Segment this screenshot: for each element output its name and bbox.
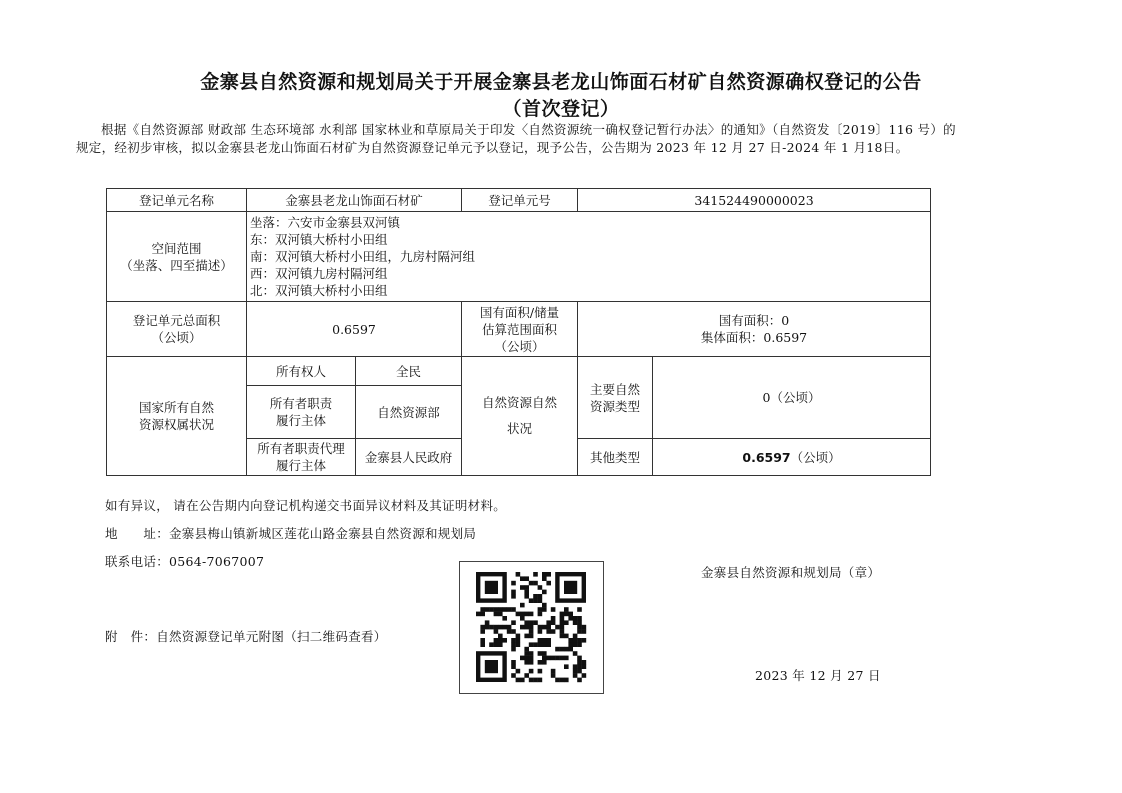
total-area-label-line1: 登记单元总面积	[132, 313, 221, 328]
registration-table	[106, 188, 931, 476]
unit-name-value: 金寨县老龙山饰面石材矿	[247, 189, 462, 212]
main-type-label-line1: 主要自然	[590, 381, 641, 397]
main-type-label-line2: 资源类型	[590, 398, 641, 414]
agent-label	[247, 439, 356, 476]
qr-code-icon	[460, 562, 603, 693]
agent-label-line2: 履行主体	[275, 458, 326, 473]
ownership-label-line2: 资源权属状况	[138, 417, 214, 432]
scope-line: 西：双河镇九房村隔河组	[250, 266, 388, 281]
attachment-line: 附 件：自然资源登记单元附图（扫二维码查看）	[105, 629, 387, 644]
scope-label-line1: 空间范围	[151, 240, 202, 256]
scope-line: 东：双河镇大桥村小田组	[250, 232, 388, 247]
state-area-label-line1: 国有面积/储量	[479, 304, 560, 320]
scope-line: 北：双河镇大桥村小田组	[250, 283, 388, 298]
area-values	[578, 302, 931, 357]
other-type-number: 0.6597	[742, 449, 791, 465]
nature-label	[462, 357, 578, 476]
unit-name-label: 登记单元名称	[107, 189, 247, 212]
agent-value: 金寨县人民政府	[356, 439, 462, 476]
collective-area-value: 集体面积：0.6597	[700, 330, 808, 345]
address-line: 地 址：金寨县梅山镇新城区莲花山路金寨县自然资源和规划局	[105, 526, 477, 541]
objection-note: 如有异议， 请在公告期内向登记机构递交书面异议材料及其证明材料。	[105, 498, 507, 513]
state-area-value: 国有面积：0	[718, 313, 790, 328]
other-type-unit: （公顷）	[790, 449, 841, 465]
scope-label-line2: （坐落、四至描述）	[120, 257, 233, 273]
main-type-value: 0（公顷）	[653, 357, 931, 439]
ownership-label-line1: 国家所有自然	[138, 400, 214, 415]
duty-label-line1: 所有者职责	[269, 396, 333, 411]
scope-line: 南：双河镇大桥村小田组，九房村隔河组	[250, 249, 476, 264]
intro-paragraph: 根据《自然资源部 财政部 生态环境部 水利部 国家林业和草原局关于印发〈自然资源统一确权登记暂行办法〉的通知》（自然资发〔2019〕116 号）的规定，经初步审核，拟以金寨县老龙山饰面石材矿为自然资源登记单元予以登记，现予公告，公告期为 2023 年 12 月 27 日-2024 年 1 月18日。	[76, 122, 956, 155]
issuer-seal: 金寨县自然资源和规划局（章）	[701, 565, 881, 580]
scope-description	[247, 212, 931, 302]
total-area-value: 0.6597	[247, 302, 462, 357]
duty-label	[247, 386, 356, 439]
other-type-label: 其他类型	[578, 439, 653, 476]
agent-label-line1: 所有者职责代理	[257, 441, 345, 456]
owner-label: 所有权人	[247, 357, 356, 386]
state-area-label	[462, 302, 578, 357]
ownership-label	[107, 357, 247, 476]
scope-line: 坐落：六安市金寨县双河镇	[250, 215, 401, 230]
duty-label-line2: 履行主体	[275, 413, 326, 428]
issue-date: 2023 年 12 月 27 日	[755, 668, 881, 683]
other-type-value	[653, 439, 931, 476]
qr-code	[459, 561, 604, 694]
notice-subtitle: （首次登记）	[502, 98, 620, 120]
phone-line: 联系电话：0564-7067007	[105, 554, 265, 569]
unit-no-label: 登记单元号	[462, 189, 578, 212]
main-type-label	[578, 357, 653, 439]
scope-label	[107, 212, 247, 302]
total-area-label-line2: （公顷）	[151, 330, 202, 345]
total-area-label	[107, 302, 247, 357]
state-area-label-line2: 估算范围面积	[482, 321, 558, 337]
notice-title: 金寨县自然资源和规划局关于开展金寨县老龙山饰面石材矿自然资源确权登记的公告	[200, 71, 922, 93]
state-area-label-line3: （公顷）	[494, 338, 545, 354]
nature-label-line1: 自然资源自然	[482, 395, 558, 410]
duty-value: 自然资源部	[356, 386, 462, 439]
unit-no-value: 341524490000023	[578, 189, 931, 212]
nature-label-line2: 状况	[507, 421, 533, 436]
owner-value: 全民	[356, 357, 462, 386]
